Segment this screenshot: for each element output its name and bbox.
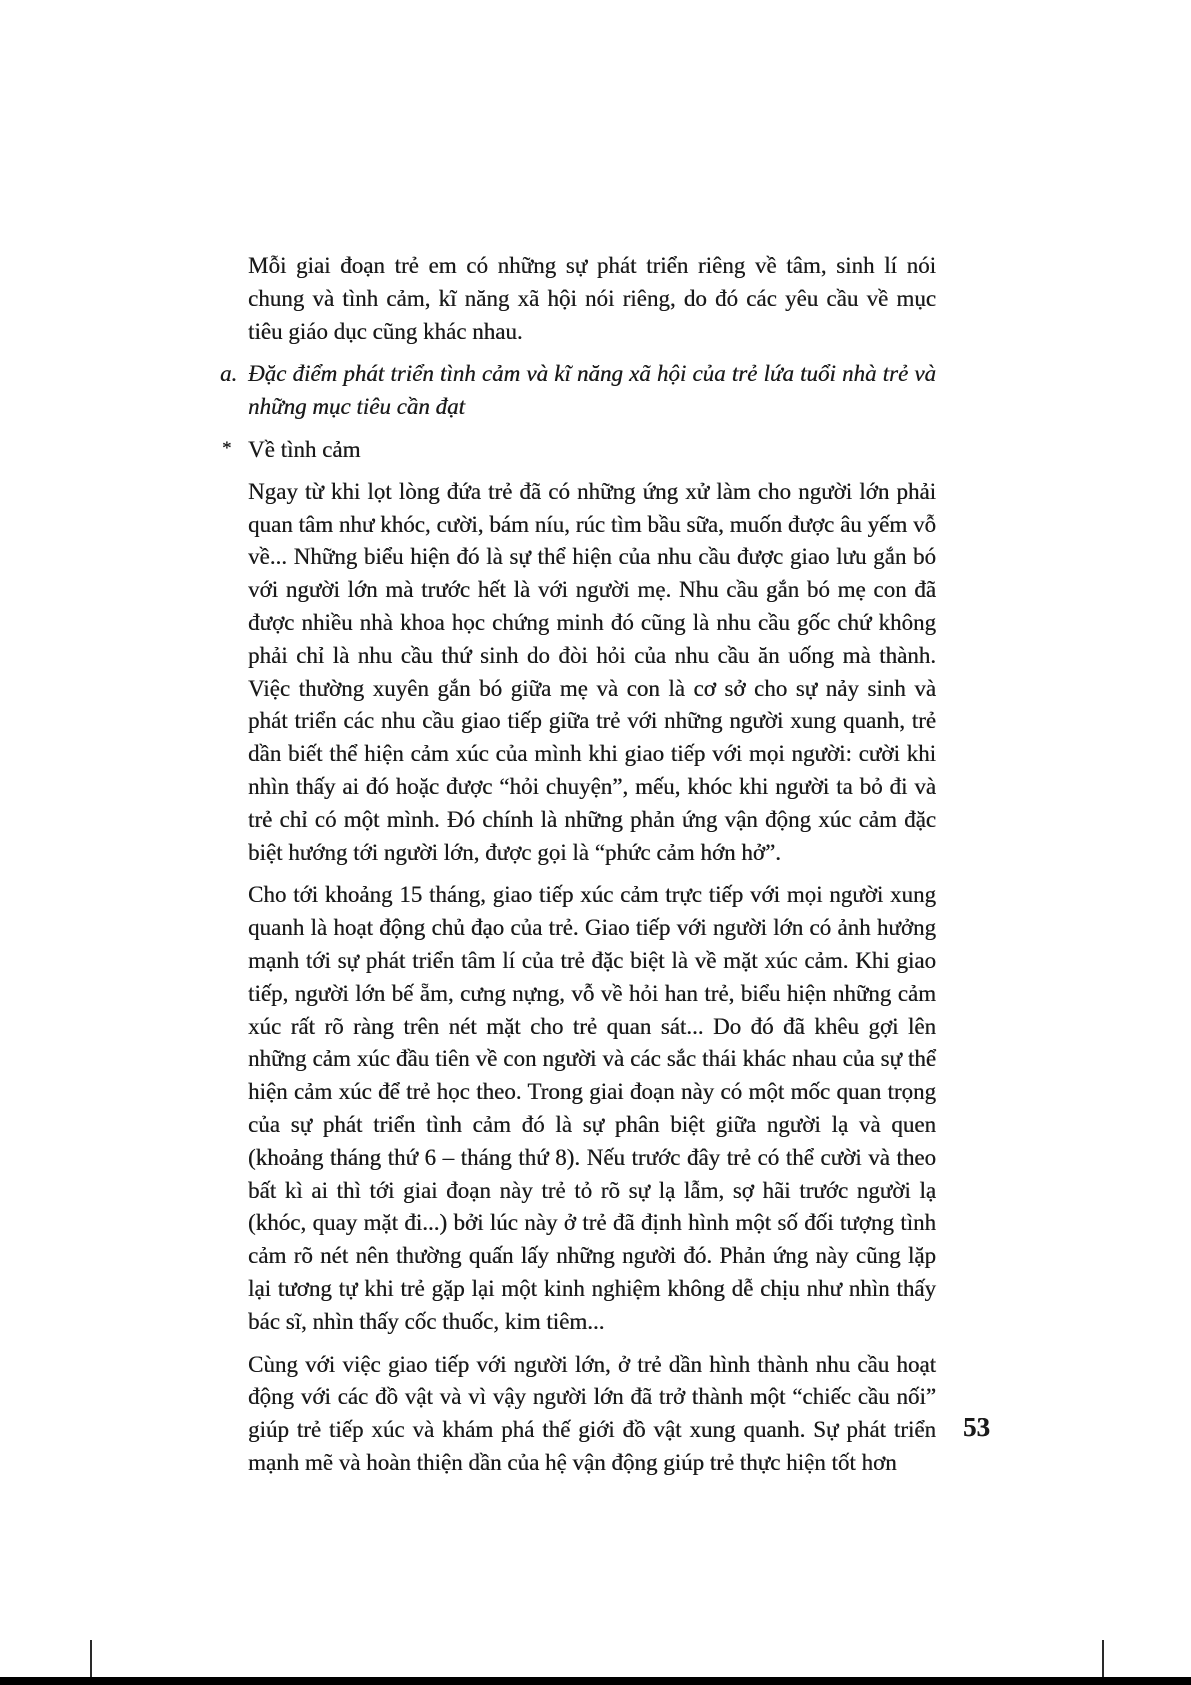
page-number: 53 xyxy=(963,1412,990,1442)
section-marker: a. xyxy=(220,361,238,387)
bullet-heading xyxy=(222,434,936,467)
section-heading-a xyxy=(220,358,936,424)
intro-paragraph: Mỗi giai đoạn trẻ em có những sự phát triển riêng về tâm, sinh lí nói chung và tình cảm, kĩ năng xã hội nói riêng, do đó các yêu cầu về mục tiêu giáo dục cũng khác nhau. xyxy=(248,253,936,344)
scan-bottom-edge xyxy=(0,1677,1191,1685)
asterisk-marker: * xyxy=(222,437,232,459)
section-title: Đặc điểm phát triển tình cảm và kĩ năng xã hội của trẻ lứa tuổi nhà trẻ và những mục tiêu cần đạt xyxy=(248,361,936,420)
body-paragraph-2: Cho tới khoảng 15 tháng, giao tiếp xúc cảm trực tiếp với mọi người xung quanh là hoạt động chủ đạo của trẻ. Giao tiếp với người lớn có ảnh hưởng mạnh tới sự phát triển tâm lí của trẻ đặc biệt là về mặt xúc cảm. Khi giao tiếp, người lớn bế ẵm, cưng nựng, vỗ về hỏi han trẻ, biểu hiện những cảm xúc rất rõ ràng trên nét mặt cho trẻ quan sát... Do đó đã khêu gợi lên những cảm xúc đầu tiên về con người và các sắc thái khác nhau của sự thể hiện cảm xúc để trẻ học theo. Trong giai đoạn này có một mốc quan trọng của sự phát triển tình cảm đó là sự phân biệt giữa người lạ và quen (khoảng tháng thứ 6 – tháng thứ 8). Nếu trước đây trẻ có thể cười và theo bất kì ai thì tới giai đoạn này trẻ tỏ rõ sự lạ lẫm, sợ hãi trước người lạ (khóc, quay mặt đi...) bởi lúc này ở trẻ đã định hình một số đối tượng tình cảm rõ nét nên thường quấn lấy những người đó. Phản ứng này cũng lặp lại tương tự khi trẻ gặp lại một kinh nghiệm không dễ chịu như nhìn thấy bác sĩ, nhìn thấy cốc thuốc, kim tiêm... xyxy=(248,882,936,1334)
text-block xyxy=(220,250,936,1490)
bullet-label: Về tình cảm xyxy=(248,436,361,462)
body-paragraph-3: Cùng với việc giao tiếp với người lớn, ở trẻ dần hình thành nhu cầu hoạt động với các đồ vật và vì vậy người lớn đã trở thành một “chiếc cầu nối” giúp trẻ tiếp xúc và khám phá thế giới đồ vật xung quanh. Sự phát triển mạnh mẽ và hoàn thiện dần của hệ vận động giúp trẻ thực hiện tốt hơn xyxy=(248,1351,936,1475)
scan-edge-mark-right xyxy=(1102,1640,1104,1678)
body-paragraph-1: Ngay từ khi lọt lòng đứa trẻ đã có những ứng xử làm cho người lớn phải quan tâm như khóc, cười, bám níu, rúc tìm bầu sữa, muốn được âu yếm vỗ về... Những biểu hiện đó là sự thể hiện của nhu cầu được giao lưu gắn bó với người lớn mà trước hết là với người mẹ. Nhu cầu gắn bó mẹ con đã được nhiều nhà khoa học chứng minh đó cũng là nhu cầu gốc chứ không phải chỉ là nhu cầu thứ sinh do đòi hỏi của nhu cầu ăn uống mà thành. Việc thường xuyên gắn bó giữa mẹ và con là cơ sở cho sự nảy sinh và phát triển các nhu cầu giao tiếp giữa trẻ với những người xung quanh, trẻ dần biết thể hiện cảm xúc của mình khi giao tiếp với mọi người: cười khi nhìn thấy ai đó hoặc được “hỏi chuyện”, mếu, khóc khi người ta bỏ đi và trẻ chỉ có một mình. Đó chính là những phản ứng vận động xúc cảm đặc biệt hướng tới người lớn, được gọi là “phức cảm hớn hở”. xyxy=(248,478,936,865)
scan-edge-mark-left xyxy=(90,1640,92,1678)
